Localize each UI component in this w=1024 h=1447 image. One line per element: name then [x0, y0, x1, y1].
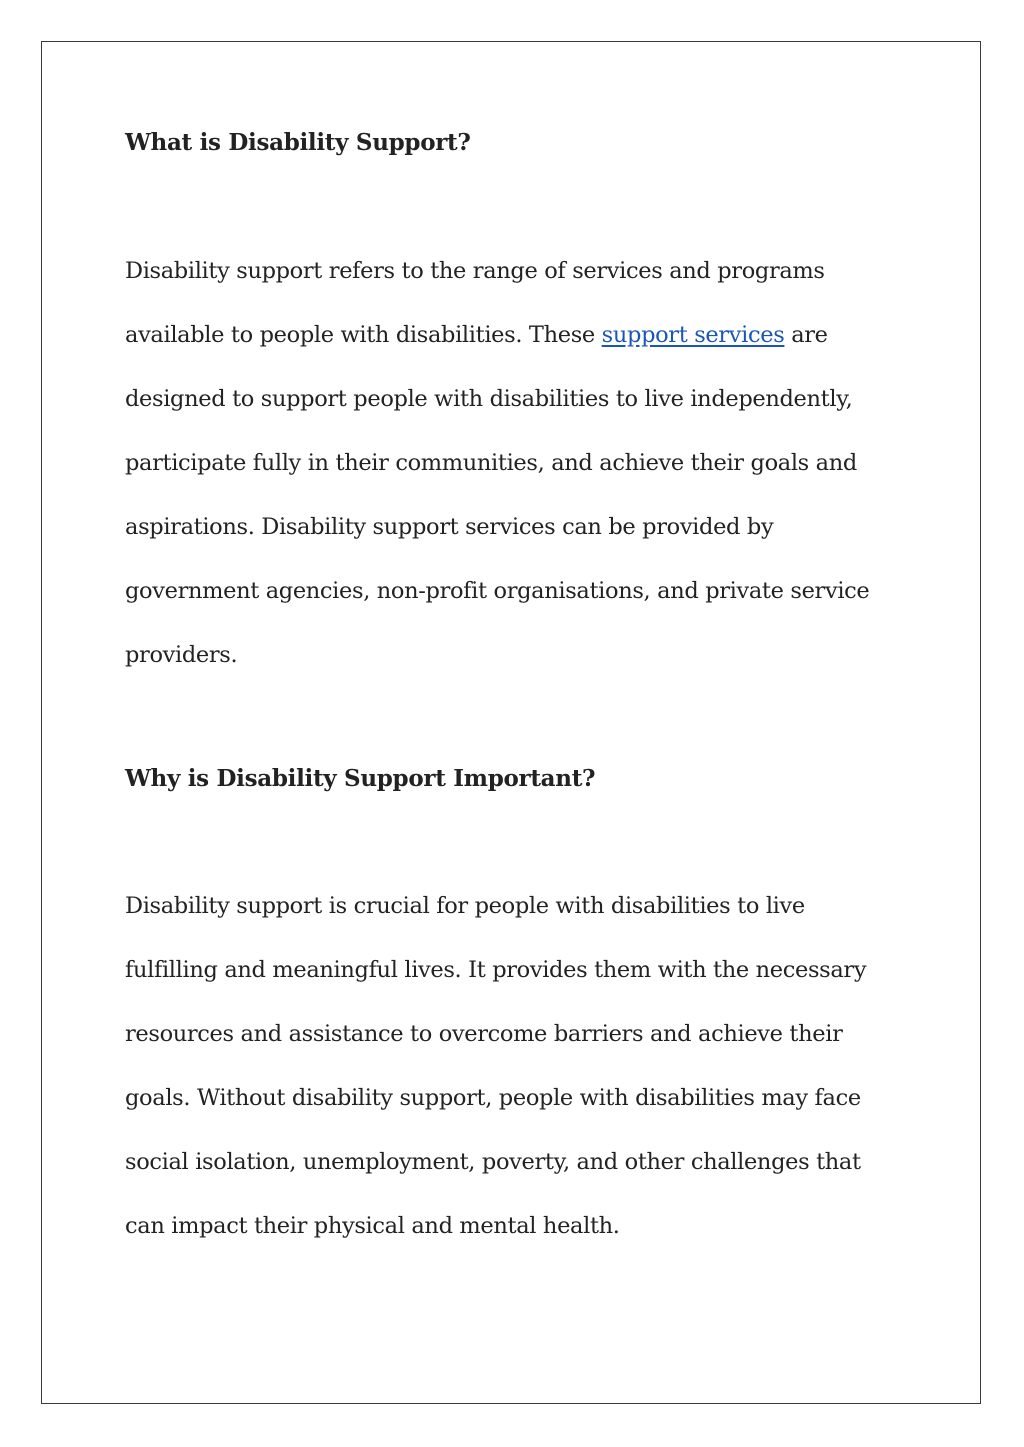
document-page [41, 41, 981, 1404]
paragraph-line: participate fully in their communities, and achieve their goals and [125, 450, 857, 476]
paragraph-line: social isolation, unemployment, poverty, and other challenges that [125, 1149, 861, 1175]
paragraph-line: goals. Without disability support, people with disabilities may face [125, 1085, 861, 1111]
paragraph-line: providers. [125, 642, 238, 668]
paragraph-line: government agencies, non-profit organisations, and private service [125, 578, 870, 604]
paragraph-line: designed to support people with disabilities to live independently, [125, 386, 853, 412]
paragraph-text: available to people with disabilities. These [125, 322, 602, 348]
paragraph-line: Disability support is crucial for people with disabilities to live [125, 893, 805, 919]
paragraph-text: are [784, 322, 828, 348]
paragraph-line: Disability support refers to the range of services and programs [125, 258, 825, 284]
paragraph-line: can impact their physical and mental health. [125, 1213, 620, 1239]
paragraph-line-with-link [125, 320, 828, 350]
paragraph-line: aspirations. Disability support services can be provided by [125, 514, 774, 540]
paragraph-line: resources and assistance to overcome barriers and achieve their [125, 1021, 843, 1047]
section-heading-why-important: Why is Disability Support Important? [125, 765, 596, 792]
section-heading-what-is: What is Disability Support? [125, 129, 471, 156]
support-services-link[interactable]: support services [601, 322, 785, 348]
paragraph-line: fulfilling and meaningful lives. It provides them with the necessary [125, 957, 867, 983]
